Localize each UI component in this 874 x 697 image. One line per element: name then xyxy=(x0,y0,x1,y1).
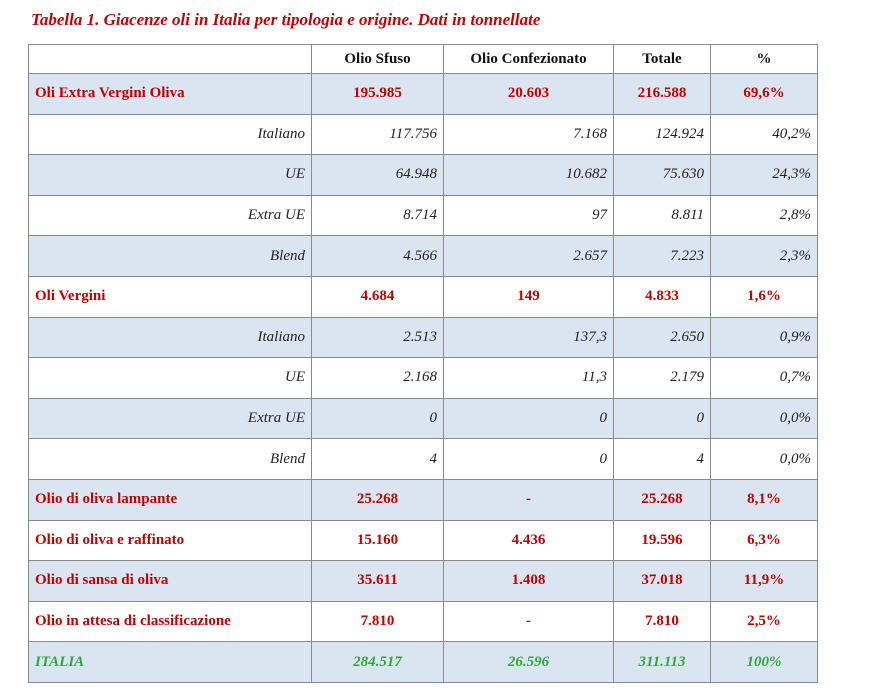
table-body xyxy=(29,74,818,683)
cell-olio-sfuso: 35.611 xyxy=(312,561,444,602)
row-label: Blend xyxy=(29,236,312,277)
cell-olio-sfuso: 4.684 xyxy=(312,276,444,317)
cell-totale: 7.223 xyxy=(614,236,711,277)
cell-percent: 0,0% xyxy=(711,439,818,480)
table-row xyxy=(29,479,818,520)
cell-olio-sfuso: 117.756 xyxy=(312,114,444,155)
table-row xyxy=(29,358,818,399)
table-row xyxy=(29,114,818,155)
row-label: Italiano xyxy=(29,317,312,358)
cell-totale: 311.113 xyxy=(614,642,711,683)
row-label: Olio di oliva e raffinato xyxy=(29,520,312,561)
table-row xyxy=(29,155,818,196)
cell-totale: 25.268 xyxy=(614,479,711,520)
cell-percent: 40,2% xyxy=(711,114,818,155)
row-label: Blend xyxy=(29,439,312,480)
cell-olio-confezionato: 1.408 xyxy=(444,561,614,602)
cell-percent: 100% xyxy=(711,642,818,683)
cell-olio-sfuso: 4.566 xyxy=(312,236,444,277)
cell-olio-confezionato: 2.657 xyxy=(444,236,614,277)
header-row xyxy=(29,45,818,74)
cell-olio-sfuso: 64.948 xyxy=(312,155,444,196)
cell-percent: 0,7% xyxy=(711,358,818,399)
row-label: UE xyxy=(29,358,312,399)
cell-olio-sfuso: 15.160 xyxy=(312,520,444,561)
cell-percent: 0,0% xyxy=(711,398,818,439)
table-row xyxy=(29,317,818,358)
table-row xyxy=(29,74,818,115)
cell-olio-sfuso: 2.513 xyxy=(312,317,444,358)
cell-olio-confezionato: 0 xyxy=(444,439,614,480)
header-percent: % xyxy=(711,45,818,74)
cell-olio-confezionato: 26.596 xyxy=(444,642,614,683)
table-row xyxy=(29,195,818,236)
cell-olio-sfuso: 195.985 xyxy=(312,74,444,115)
row-label: Oli Extra Vergini Oliva xyxy=(29,74,312,115)
table-row xyxy=(29,398,818,439)
cell-totale: 124.924 xyxy=(614,114,711,155)
row-label: Olio di oliva lampante xyxy=(29,479,312,520)
cell-olio-sfuso: 2.168 xyxy=(312,358,444,399)
cell-totale: 2.650 xyxy=(614,317,711,358)
cell-olio-sfuso: 4 xyxy=(312,439,444,480)
cell-totale: 19.596 xyxy=(614,520,711,561)
cell-totale: 4 xyxy=(614,439,711,480)
table-row xyxy=(29,439,818,480)
table-row xyxy=(29,601,818,642)
table-row xyxy=(29,561,818,602)
cell-olio-confezionato: 11,3 xyxy=(444,358,614,399)
cell-totale: 4.833 xyxy=(614,276,711,317)
cell-percent: 69,6% xyxy=(711,74,818,115)
cell-olio-confezionato: 4.436 xyxy=(444,520,614,561)
row-label: Extra UE xyxy=(29,195,312,236)
row-label: Oli Vergini xyxy=(29,276,312,317)
header-totale: Totale xyxy=(614,45,711,74)
cell-olio-confezionato: 0 xyxy=(444,398,614,439)
cell-olio-sfuso: 7.810 xyxy=(312,601,444,642)
cell-percent: 11,9% xyxy=(711,561,818,602)
header-olio-confezionato: Olio Confezionato xyxy=(444,45,614,74)
cell-olio-confezionato: 97 xyxy=(444,195,614,236)
cell-olio-sfuso: 8.714 xyxy=(312,195,444,236)
table-row xyxy=(29,642,818,683)
cell-totale: 0 xyxy=(614,398,711,439)
cell-percent: 0,9% xyxy=(711,317,818,358)
row-label: Italiano xyxy=(29,114,312,155)
cell-percent: 24,3% xyxy=(711,155,818,196)
cell-percent: 8,1% xyxy=(711,479,818,520)
cell-percent: 6,3% xyxy=(711,520,818,561)
cell-totale: 2.179 xyxy=(614,358,711,399)
cell-olio-confezionato: 149 xyxy=(444,276,614,317)
cell-olio-confezionato: 137,3 xyxy=(444,317,614,358)
table-row xyxy=(29,236,818,277)
cell-olio-confezionato: 20.603 xyxy=(444,74,614,115)
giacenze-table xyxy=(28,44,818,683)
row-label: Olio di sansa di oliva xyxy=(29,561,312,602)
cell-totale: 8.811 xyxy=(614,195,711,236)
cell-totale: 216.588 xyxy=(614,74,711,115)
cell-olio-confezionato: 10.682 xyxy=(444,155,614,196)
row-label: UE xyxy=(29,155,312,196)
cell-olio-confezionato: - xyxy=(444,601,614,642)
row-label: ITALIA xyxy=(29,642,312,683)
cell-percent: 2,5% xyxy=(711,601,818,642)
cell-olio-confezionato: 7.168 xyxy=(444,114,614,155)
table-caption: Tabella 1. Giacenze oli in Italia per tipologia e origine. Dati in tonnellate xyxy=(31,10,541,29)
cell-percent: 2,3% xyxy=(711,236,818,277)
row-label: Olio in attesa di classificazione xyxy=(29,601,312,642)
header-blank xyxy=(29,45,312,74)
cell-totale: 37.018 xyxy=(614,561,711,602)
cell-olio-sfuso: 0 xyxy=(312,398,444,439)
row-label: Extra UE xyxy=(29,398,312,439)
cell-olio-confezionato: - xyxy=(444,479,614,520)
cell-totale: 7.810 xyxy=(614,601,711,642)
cell-olio-sfuso: 284.517 xyxy=(312,642,444,683)
header-olio-sfuso: Olio Sfuso xyxy=(312,45,444,74)
cell-percent: 2,8% xyxy=(711,195,818,236)
cell-totale: 75.630 xyxy=(614,155,711,196)
cell-olio-sfuso: 25.268 xyxy=(312,479,444,520)
table-row xyxy=(29,520,818,561)
table-row xyxy=(29,276,818,317)
cell-percent: 1,6% xyxy=(711,276,818,317)
